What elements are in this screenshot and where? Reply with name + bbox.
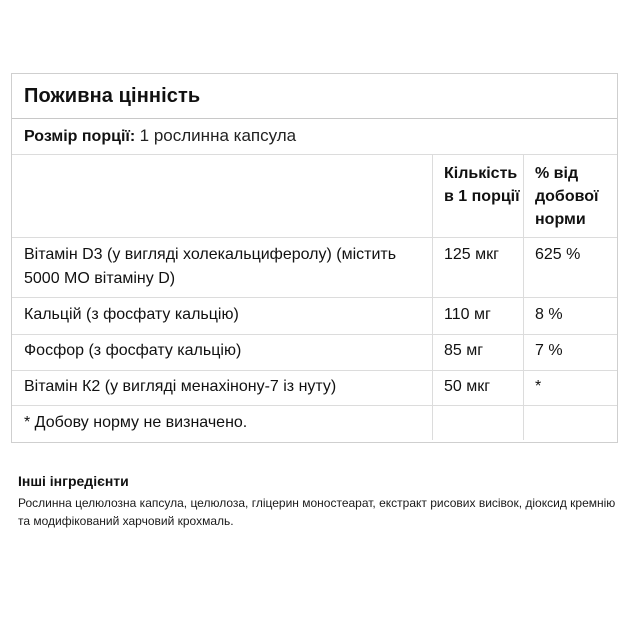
nutrient-daily-value: 8 % <box>535 306 563 323</box>
nutrient-amount: 50 мкг <box>444 378 491 395</box>
serving-size-label: Розмір порції: <box>24 128 136 145</box>
serving-size <box>24 126 296 146</box>
divider <box>12 370 617 371</box>
nutrient-name: Кальцій (з фосфату кальцію) <box>24 306 239 323</box>
nutrient-name: Фосфор (з фосфату кальцію) <box>24 342 242 359</box>
divider <box>12 405 617 406</box>
nutrient-amount: 110 мг <box>444 306 491 323</box>
daily-value-header: % від добової норми <box>535 165 599 228</box>
nutrient-name: Вітамін К2 (у вигляді менахінону-7 із нуту) <box>24 378 337 395</box>
nutrient-amount: 125 мкг <box>444 246 499 263</box>
divider <box>12 118 617 119</box>
nutrition-facts-panel <box>11 73 618 443</box>
nutrient-amount: 85 мг <box>444 342 484 359</box>
panel-title: Поживна цінність <box>24 85 201 107</box>
other-ingredients-title: Інші інгредієнти <box>18 473 129 489</box>
nutrient-name: Вітамін D3 (у вигляді холекальциферолу) (містить 5000 МО вітаміну D) <box>24 246 397 287</box>
divider <box>12 334 617 335</box>
amount-header: Кількість в 1 порції <box>444 165 520 205</box>
nutrient-daily-value: * <box>535 378 542 395</box>
divider <box>12 237 617 238</box>
footnote: * Добову норму не визначено. <box>24 414 248 431</box>
nutrient-daily-value: 625 % <box>535 246 581 263</box>
other-ingredients-text: Рослинна целюлозна капсула, целюлоза, гліцерин моностеарат, екстракт рисових висівок, діоксид кремнію та модифікований харчовий крохмаль. <box>18 496 616 528</box>
serving-size-value: 1 рослинна капсула <box>139 126 297 145</box>
divider <box>12 297 617 298</box>
nutrient-daily-value: 7 % <box>535 342 563 359</box>
divider <box>12 154 617 155</box>
